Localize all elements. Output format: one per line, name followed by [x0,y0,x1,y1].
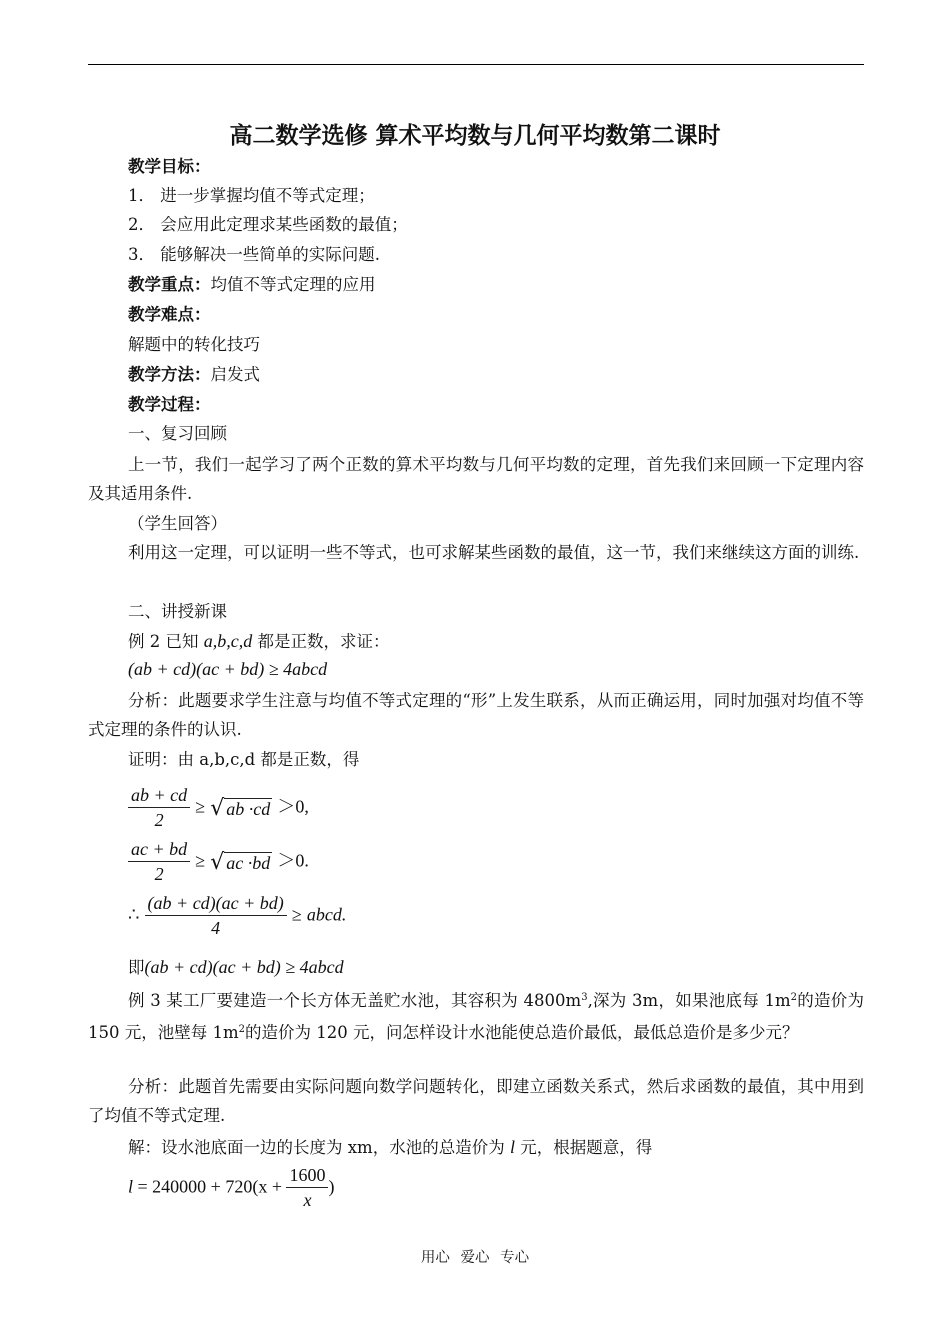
solution-text: 元，根据题意，得 [514,1138,653,1157]
formula-middle: = 240000 + 720(x + [133,1176,287,1197]
review-paragraph: 上一节，我们一起学习了两个正数的算术平均数与几何平均数的定理，首先我们来回顾一下定理内容及其适用条件. [88,455,864,503]
method-text: 启发式 [210,365,260,384]
process-heading: 教学过程： [128,395,211,414]
goal-item: 3． 能够解决一些简单的实际问题. [128,245,380,264]
new-lesson-heading: 二、讲授新课 [128,602,227,621]
superscript: 3 [581,992,588,1003]
example-2-analysis: 分析：此题要求学生注意与均值不等式定理的“形”上发生联系，从而正确运用，同时加强对均值不等式定理的条件的认识. [88,691,864,739]
radical-sign-icon: √ [210,849,225,875]
example-3-text: 的造价为 150 元，池壁每 1m [88,991,865,1042]
solution-text: 解：设水池底面一边的长度为 xm，水池的总造价为 [128,1138,510,1157]
example-3-analysis: 分析：此题首先需要由实际问题向数学问题转化，即建立函数关系式，然后求函数的最值，其中用到了均值不等式定理. [88,1077,864,1125]
fraction [286,1164,328,1212]
inequality-rhs: abcd. [306,904,347,925]
difficulty-label: 教学难点： [128,305,211,324]
cost-formula [128,1164,334,1212]
relation-symbol: ≥ [195,850,206,871]
solution-variable: l [509,1137,515,1157]
fraction [128,784,190,832]
proof-line-2 [128,838,309,886]
key-point-label: 教学重点： [128,275,211,294]
example-3-solution [128,1136,652,1159]
review-paragraph-2: 利用这一定理，可以证明一些不等式，也可求解某些函数的最值，这一节，我们来继续这方面的训练. [128,543,860,562]
conclusion-prefix: 即 [128,958,145,977]
example-2-prefix: 例 2 已知 [128,632,199,651]
method-label: 教学方法： [128,365,211,384]
key-point-text: 均值不等式定理的应用 [210,275,376,294]
fraction [128,838,190,886]
page-title: 高二数学选修 算术平均数与几何平均数第二课时 [229,122,721,149]
square-root [210,850,272,875]
example-3-text: ,深为 3m，如果池底每 1m [587,991,791,1010]
proof-conclusion [128,956,344,979]
fraction-denominator: x [303,1190,312,1210]
relation-symbol: ≥ [195,796,206,817]
fraction-numerator: ac + bd [128,838,190,862]
example-3-problem [88,983,864,1047]
example-2-suffix: 都是正数，求证： [257,632,390,651]
proof-line-1 [128,784,309,832]
superscript: 2 [238,1024,246,1035]
example-3-text: 例 3 某工厂要建造一个长方体无盖贮水池，其容积为 4800m [128,991,582,1010]
key-point [128,274,376,296]
therefore-symbol: ∴ [128,904,140,925]
proof-line-3 [128,892,346,940]
fraction [145,892,287,940]
example-2-claim: (ab + cd)(ac + bd) ≥ 4abcd [128,659,328,679]
square-root [210,796,272,821]
goal-item: 1． 进一步掌握均值不等式定理； [128,186,375,205]
inequality-tail: ＞0. [277,850,309,871]
fraction-denominator: 2 [154,864,164,884]
radicand: ac ·bd [226,852,271,873]
fraction-numerator: 1600 [286,1164,328,1188]
fraction-denominator: 4 [211,918,221,938]
formula-end: ) [328,1176,335,1197]
fraction-numerator: (ab + cd)(ac + bd) [145,892,287,916]
relation-symbol: ≥ [291,904,302,925]
method [128,364,260,386]
proof-intro: 证明：由 a,b,c,d 都是正数，得 [128,750,360,769]
fraction-numerator: ab + cd [128,784,190,808]
superscript: 2 [790,992,797,1003]
inequality-tail: ＞0, [277,796,309,817]
radical-sign-icon: √ [210,795,225,821]
goals-heading: 教学目标： [128,157,211,176]
difficulty-text: 解题中的转化技巧 [128,335,260,354]
review-heading: 一、复习回顾 [128,424,227,443]
conclusion-formula: (ab + cd)(ac + bd) ≥ 4abcd [144,957,344,977]
goal-item: 2． 会应用此定理求某些函数的最值； [128,215,408,234]
example-3-text: 的造价为 120 元，问怎样设计水池能使总造价最低，最低总造价是多少元？ [245,1023,799,1042]
page-footer: 用心 爱心 专心 [420,1250,530,1266]
header-rule [88,64,864,65]
student-answer: （学生回答） [128,514,227,533]
fraction-denominator: 2 [154,810,164,830]
formula-lhs: l [128,1176,134,1197]
radicand: ab ·cd [226,798,271,819]
example-2-intro [128,630,390,653]
example-2-vars: a,b,c,d [203,631,253,651]
